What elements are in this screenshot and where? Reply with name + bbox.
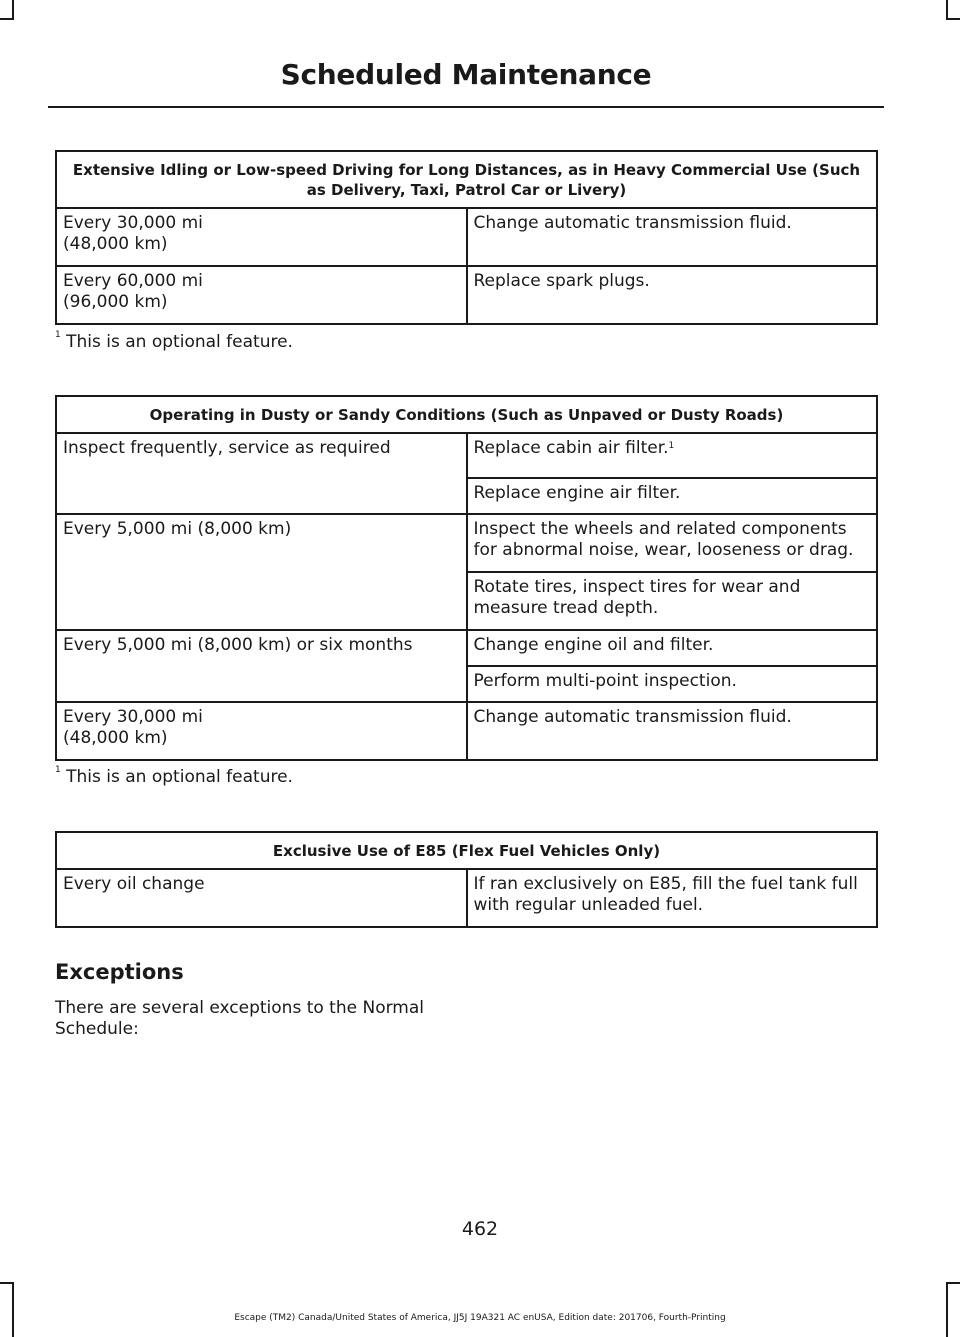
action-text: Replace cabin air filter. xyxy=(473,438,669,458)
e85-table xyxy=(55,831,878,928)
footnote-text: This is an optional feature. xyxy=(66,332,293,352)
interval-cell xyxy=(56,266,467,324)
crop-mark-bottom-right xyxy=(946,1282,960,1284)
crop-mark-bottom-left xyxy=(0,1282,14,1284)
exceptions-body: There are several exceptions to the Normal Schedule: xyxy=(55,998,424,1039)
dusty-conditions-table xyxy=(55,395,878,761)
crop-mark-bottom-right xyxy=(946,1282,948,1337)
interval-text: Every 30,000 mi (48,000 km) xyxy=(63,213,203,254)
action-cell xyxy=(467,433,878,478)
action-cell: If ran exclusively on E85, fill the fuel tank full with regular unleaded fuel. xyxy=(467,869,878,927)
table-row xyxy=(56,433,877,478)
crop-mark-top-right xyxy=(946,0,948,20)
table2-footnote xyxy=(55,767,293,787)
table-row xyxy=(56,630,877,666)
table-heading: Extensive Idling or Low-speed Driving for Long Distances, as in Heavy Commercial Use (Such as Delivery, Taxi, Patrol Car or Livery) xyxy=(56,151,877,208)
footnote-mark: 1 xyxy=(668,441,675,451)
interval-text: Every 30,000 mi (48,000 km) xyxy=(63,707,203,748)
footnote-mark: 1 xyxy=(55,330,61,340)
page-number: 462 xyxy=(461,1218,499,1240)
action-cell: Change automatic transmission fluid. xyxy=(467,208,878,266)
page-footer: Escape (TM2) Canada/United States of America, JJ5J 19A321 AC enUSA, Edition date: 201706, Fourth-Printing xyxy=(234,1313,726,1323)
table-row xyxy=(56,514,877,572)
interval-cell: Every 5,000 mi (8,000 km) xyxy=(56,514,467,630)
interval-cell xyxy=(56,702,467,760)
action-cell: Replace engine air filter. xyxy=(467,478,878,514)
action-cell: Inspect the wheels and related components for abnormal noise, wear, looseness or drag. xyxy=(467,514,878,572)
action-cell: Change engine oil and filter. xyxy=(467,630,878,666)
header-rule xyxy=(48,106,884,108)
interval-cell: Every 5,000 mi (8,000 km) or six months xyxy=(56,630,467,702)
table1-footnote xyxy=(55,332,293,352)
table-row xyxy=(56,869,877,927)
exceptions-title: Exceptions xyxy=(55,960,184,984)
crop-mark-top-right xyxy=(946,18,960,20)
action-cell: Replace spark plugs. xyxy=(467,266,878,324)
table-row xyxy=(56,702,877,760)
footnote-mark: 1 xyxy=(55,765,61,775)
interval-cell: Every oil change xyxy=(56,869,467,927)
table-heading: Exclusive Use of E85 (Flex Fuel Vehicles Only) xyxy=(56,832,877,869)
action-cell: Change automatic transmission fluid. xyxy=(467,702,878,760)
interval-text: Every 60,000 mi (96,000 km) xyxy=(63,271,203,312)
table-heading: Operating in Dusty or Sandy Conditions (Such as Unpaved or Dusty Roads) xyxy=(56,396,877,433)
page-header: Scheduled Maintenance xyxy=(280,58,652,91)
crop-mark-top-left xyxy=(12,0,14,20)
table-row xyxy=(56,266,877,324)
action-cell: Perform multi-point inspection. xyxy=(467,666,878,702)
crop-mark-bottom-left xyxy=(12,1282,14,1337)
table-row xyxy=(56,208,877,266)
footnote-text: This is an optional feature. xyxy=(66,767,293,787)
interval-cell: Inspect frequently, service as required xyxy=(56,433,467,514)
idling-maintenance-table xyxy=(55,150,878,325)
crop-mark-top-left xyxy=(0,18,14,20)
action-cell: Rotate tires, inspect tires for wear and measure tread depth. xyxy=(467,572,878,630)
interval-cell xyxy=(56,208,467,266)
